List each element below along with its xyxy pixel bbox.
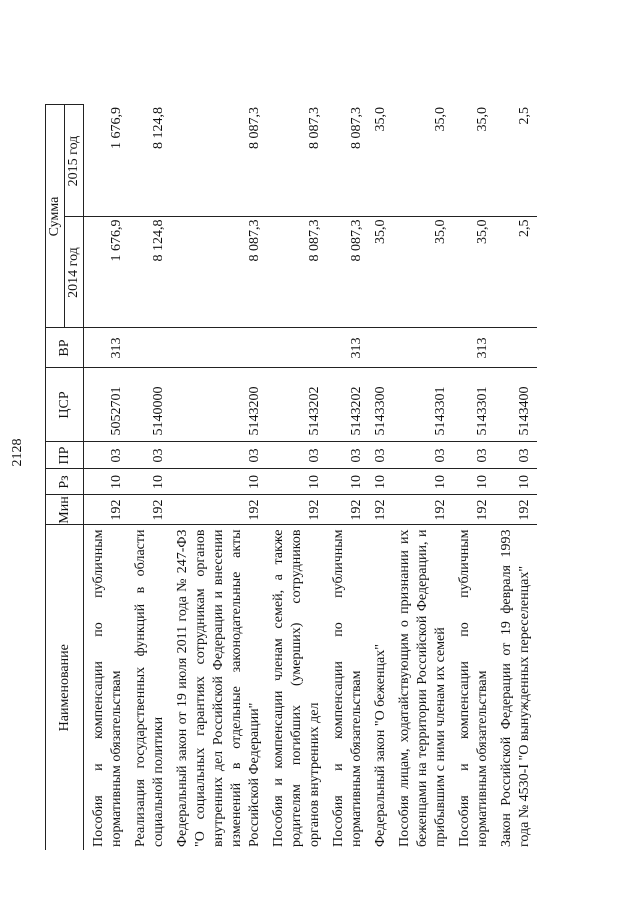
table-row xyxy=(84,105,130,850)
cell-pr: 03 xyxy=(129,442,171,469)
cell-vr xyxy=(393,328,453,368)
cell-name: Федеральный закон от 19 июля 2011 года № 247-ФЗ "О социальных гарантиях сотрудникам органов внутренних дел Российской Федерации и внесении изменений в отдельные законодательные акты Российской Федерации" xyxy=(175,529,262,847)
cell-rz: 10 xyxy=(327,469,369,495)
table-row xyxy=(129,105,171,850)
cell-name: Федеральный закон "О беженцах" xyxy=(373,644,388,847)
cell-min: 192 xyxy=(84,495,130,525)
cell-vr xyxy=(129,328,171,368)
cell-y2014: 8 124,8 xyxy=(129,217,171,328)
cell-rz: 10 xyxy=(495,469,537,495)
cell-min: 192 xyxy=(369,495,393,525)
table-row xyxy=(327,105,369,850)
cell-rz: 10 xyxy=(453,469,495,495)
cell-name: Закон Российской Федерации от 19 февраля 1993 года № 4530-I "О вынужденных переселенцах" xyxy=(499,529,532,847)
cell-vr: 313 xyxy=(84,328,130,368)
cell-pr: 03 xyxy=(327,442,369,469)
cell-min: 192 xyxy=(327,495,369,525)
cell-y2015: 2,5 xyxy=(495,105,537,217)
cell-min: 192 xyxy=(495,495,537,525)
cell-name: Пособия и компенсации по публичным нормативным обязательствам xyxy=(331,529,364,847)
cell-rz: 10 xyxy=(171,469,267,495)
cell-csr: 5140000 xyxy=(129,368,171,442)
cell-name: Пособия и компенсации по публичным нормативным обязательствам xyxy=(457,529,490,847)
cell-csr: 5143200 xyxy=(171,368,267,442)
table-body xyxy=(84,105,538,850)
cell-min: 192 xyxy=(453,495,495,525)
table-row xyxy=(495,105,537,850)
cell-y2014: 8 087,3 xyxy=(171,217,267,328)
cell-pr: 03 xyxy=(393,442,453,469)
table-row xyxy=(393,105,453,850)
cell-rz: 10 xyxy=(129,469,171,495)
cell-y2014: 35,0 xyxy=(393,217,453,328)
cell-rz: 10 xyxy=(267,469,327,495)
cell-y2014: 8 087,3 xyxy=(327,217,369,328)
cell-csr: 5143202 xyxy=(267,368,327,442)
cell-y2014: 35,0 xyxy=(369,217,393,328)
cell-y2014: 8 087,3 xyxy=(267,217,327,328)
cell-pr: 03 xyxy=(369,442,393,469)
cell-pr: 03 xyxy=(453,442,495,469)
page-number: 2128 xyxy=(10,438,25,467)
header-2014: 2014 год xyxy=(65,217,84,328)
cell-y2015: 35,0 xyxy=(453,105,495,217)
budget-table xyxy=(45,105,537,851)
cell-pr: 03 xyxy=(267,442,327,469)
table-row xyxy=(171,105,267,850)
table-row xyxy=(267,105,327,850)
cell-csr: 5143301 xyxy=(393,368,453,442)
cell-y2015: 35,0 xyxy=(369,105,393,217)
cell-pr: 03 xyxy=(84,442,130,469)
cell-y2014: 1 676,9 xyxy=(84,217,130,328)
cell-y2014: 35,0 xyxy=(453,217,495,328)
header-vr: ВР xyxy=(46,328,84,368)
cell-y2015: 8 124,8 xyxy=(129,105,171,217)
cell-vr xyxy=(369,328,393,368)
header-csr: ЦСР xyxy=(46,368,84,442)
cell-min: 192 xyxy=(267,495,327,525)
table-row xyxy=(369,105,393,850)
cell-y2014: 2,5 xyxy=(495,217,537,328)
cell-csr: 5143301 xyxy=(453,368,495,442)
cell-vr xyxy=(267,328,327,368)
cell-csr: 5143300 xyxy=(369,368,393,442)
cell-y2015: 8 087,3 xyxy=(327,105,369,217)
cell-vr xyxy=(171,328,267,368)
header-pr: ПР xyxy=(46,442,84,469)
header-min: Мин xyxy=(46,495,84,525)
cell-rz: 10 xyxy=(84,469,130,495)
cell-min: 192 xyxy=(171,495,267,525)
cell-min: 192 xyxy=(393,495,453,525)
cell-csr: 5143400 xyxy=(495,368,537,442)
cell-y2015: 1 676,9 xyxy=(84,105,130,217)
cell-y2015: 35,0 xyxy=(393,105,453,217)
cell-vr xyxy=(495,328,537,368)
cell-name: Реализация государственных функций в области социальной политики xyxy=(133,529,166,847)
cell-y2015: 8 087,3 xyxy=(171,105,267,217)
cell-vr: 313 xyxy=(453,328,495,368)
cell-csr: 5052701 xyxy=(84,368,130,442)
cell-rz: 10 xyxy=(393,469,453,495)
cell-name: Пособия и компенсации по публичным нормативным обязательствам xyxy=(91,529,124,847)
cell-name: Пособия и компенсации членам семей, а также родителям погибших (умерших) сотрудников органов внутренних дел xyxy=(271,529,322,847)
header-rz: Рз xyxy=(46,469,84,495)
cell-pr: 03 xyxy=(495,442,537,469)
cell-y2015: 8 087,3 xyxy=(267,105,327,217)
cell-rz: 10 xyxy=(369,469,393,495)
table-row xyxy=(453,105,495,850)
cell-name: Пособия лицам, ходатайствующим о признании их беженцами на территории Российской Федерации, и прибывшим с ними членам их семей xyxy=(397,529,448,847)
cell-pr: 03 xyxy=(171,442,267,469)
header-2015: 2015 год xyxy=(65,105,84,217)
header-sum: Сумма xyxy=(46,105,65,328)
header-name: Наименование xyxy=(46,525,84,850)
cell-csr: 5143202 xyxy=(327,368,369,442)
cell-vr: 313 xyxy=(327,328,369,368)
cell-min: 192 xyxy=(129,495,171,525)
